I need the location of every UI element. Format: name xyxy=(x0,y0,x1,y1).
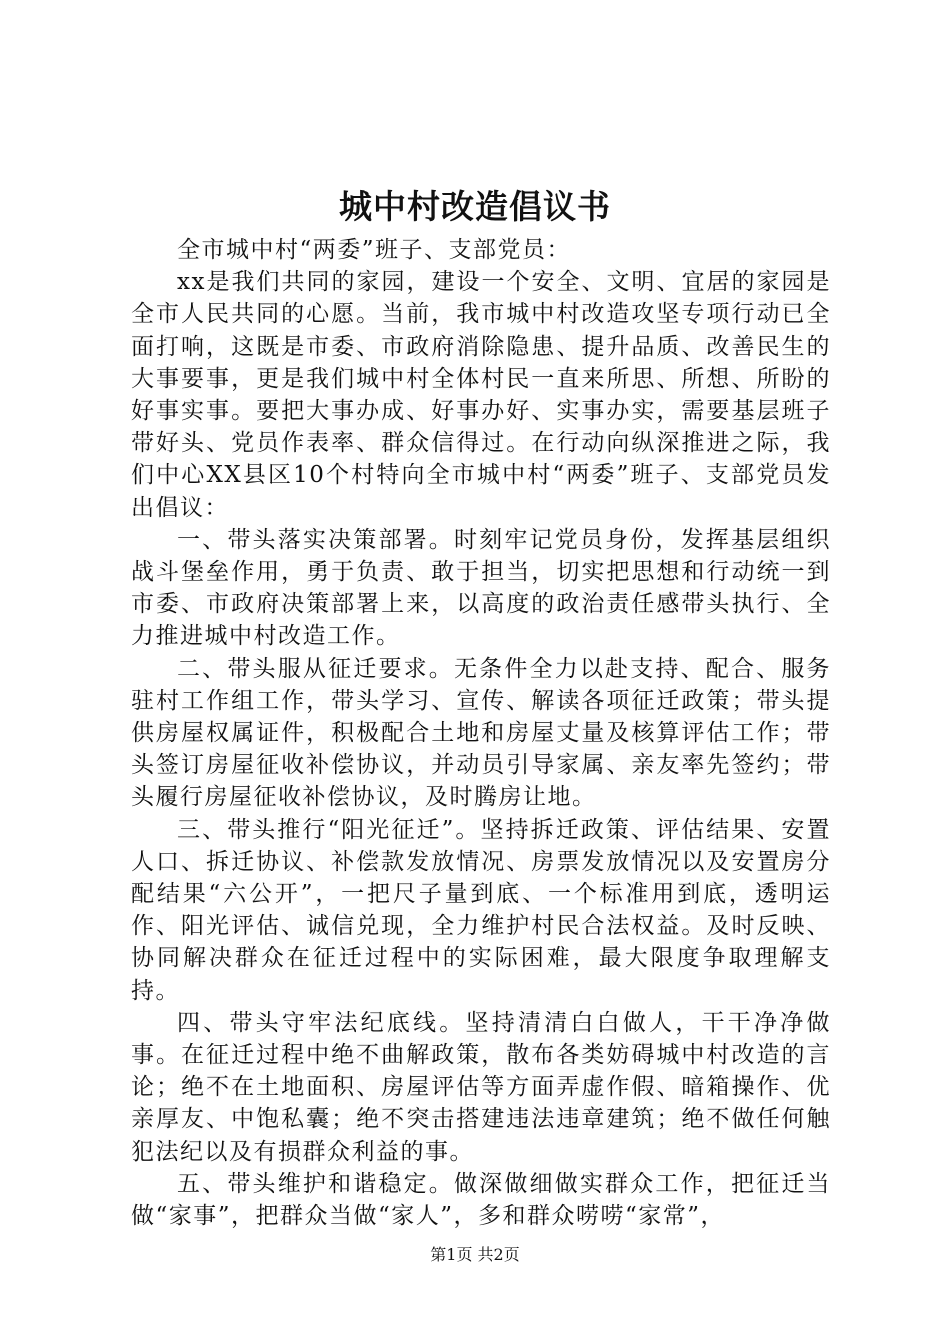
paragraph-intro: xx是我们共同的家园，建设一个安全、文明、宜居的家园是全市人民共同的心愿。当前，我市城中村改造攻坚专项行动已全面打响，这既是市委、市政府消除隐患、提升品质、改善民生的大事要事，更是我们城中村全体村民一直来所思、所想、所盼的好事实事。要把大事办成、好事办好、实事办实，需要基层班子带好头、党员作表率、群众信得过。在行动向纵深推进之际，我们中心XX县区10个村特向全市城中村“两委”班子、支部党员发出倡议： xyxy=(131,269,831,521)
salutation: 全市城中村“两委”班子、支部党员： xyxy=(177,237,572,263)
document-body xyxy=(131,234,831,1232)
paragraph-item-2: 二、带头服从征迁要求。无条件全力以赴支持、配合、服务驻村工作组工作，带头学习、宣传、解读各项征迁政策；带头提供房屋权属证件，积极配合土地和房屋丈量及核算评估工作；带头签订房屋征收补偿协议，并动员引导家属、亲友率先签约；带头履行房屋征收补偿协议，及时腾房让地。 xyxy=(131,655,831,811)
paragraph-item-1: 一、带头落实决策部署。时刻牢记党员身份，发挥基层组织战斗堡垒作用，勇于负责、敢于担当，切实把思想和行动统一到市委、市政府决策部署上来，以高度的政治责任感带头执行、全力推进城中村改造工作。 xyxy=(131,526,831,650)
paragraph-item-3: 三、带头推行“阳光征迁”。坚持拆迁政策、评估结果、安置人口、拆迁协议、补偿款发放情况、房票发放情况以及安置房分配结果“六公开”，一把尺子量到底、一个标准用到底，透明运作、阳光评估、诚信兑现，全力维护村民合法权益。及时反映、协同解决群众在征迁过程中的实际困难，最大限度争取理解支持。 xyxy=(131,816,831,1004)
paragraph-item-5: 五、带头维护和谐稳定。做深做细做实群众工作，把征迁当做“家事”，把群众当做“家人”，多和群众唠唠“家常”， xyxy=(131,1170,831,1230)
document-title: 城中村改造倡议书 xyxy=(339,187,611,226)
paragraph-item-4: 四、带头守牢法纪底线。坚持清清白白做人，干干净净做事。在征迁过程中绝不曲解政策，散布各类妨碍城中村改造的言论；绝不在土地面积、房屋评估等方面弄虚作假、暗箱操作、优亲厚友、中饱私囊；绝不突击搭建违法违章建筑；绝不做任何触犯法纪以及有损群众利益的事。 xyxy=(131,1009,831,1165)
page-footer: 第1页 共2页 xyxy=(430,1245,520,1264)
